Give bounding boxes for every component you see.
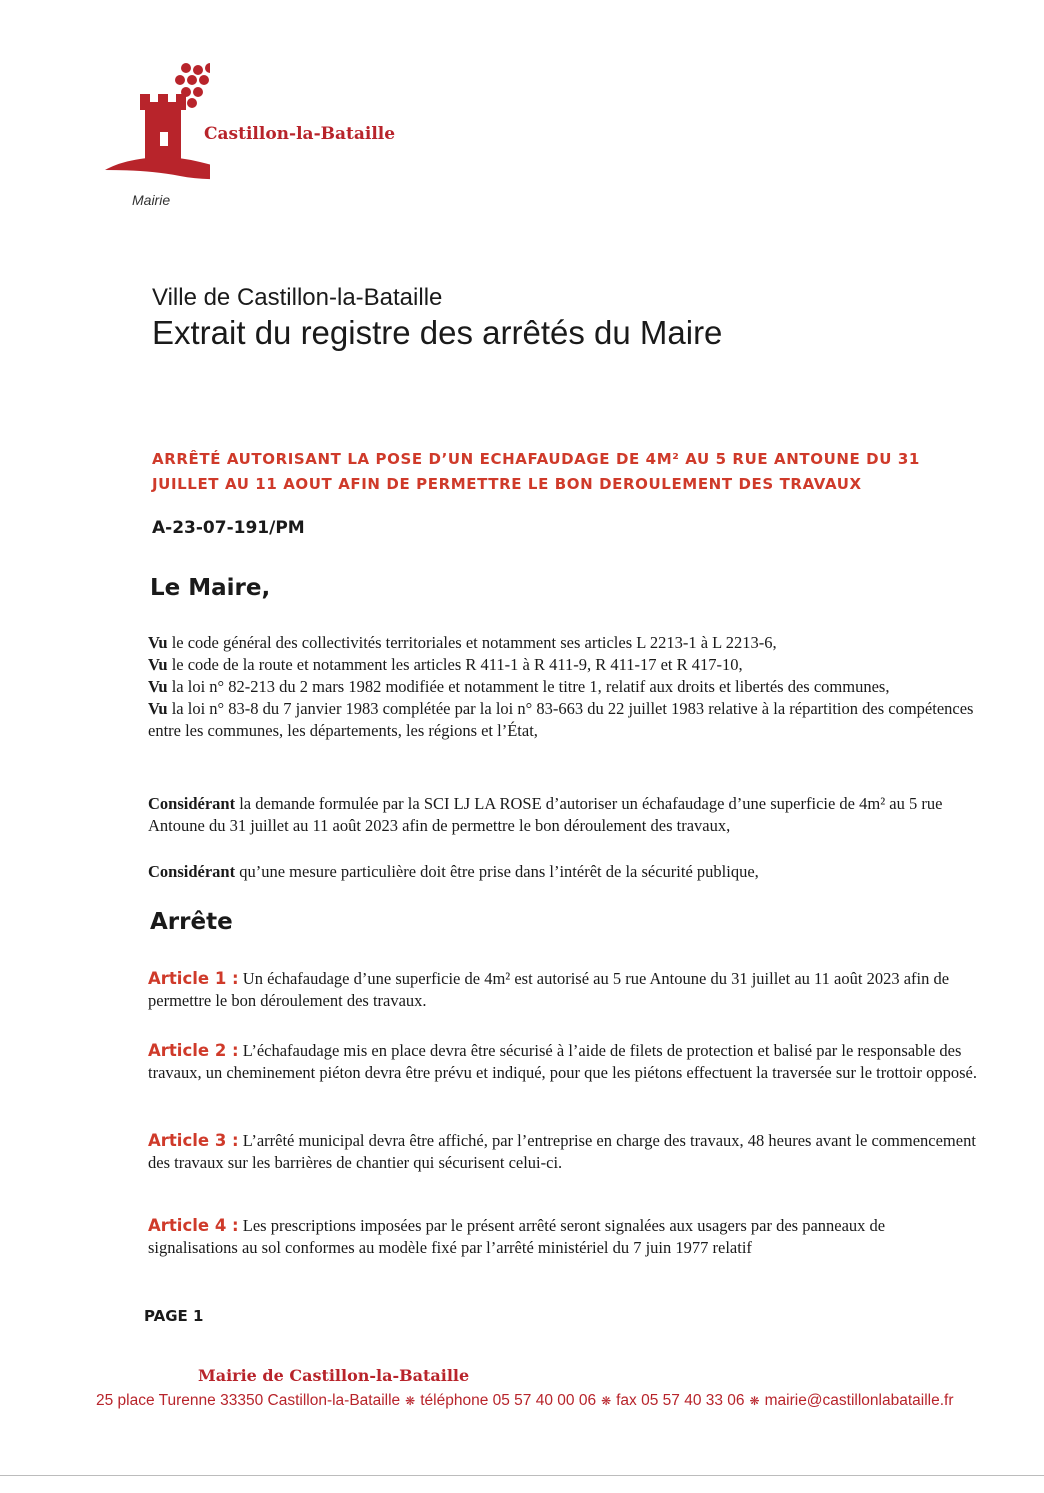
separator-icon: ❋ <box>601 1394 612 1408</box>
article-text: Un échafaudage d’une superficie de 4m² est autorisé au 5 rue Antoune du 31 juillet au 11 août 2023 afin de permettre le bon déroulement des travaux. <box>148 969 950 1010</box>
page-number: PAGE 1 <box>144 1307 204 1325</box>
article-text: L’arrêté municipal devra être affiché, par l’entreprise en charge des travaux, 48 heures avant le commencement des travaux sur les barrières de chantier qui sécurisent celui-ci. <box>148 1131 976 1172</box>
considerant-item: Considérant qu’une mesure particulière doit être prise dans l’intérêt de la sécurité publique, <box>148 862 759 881</box>
vu-item: Vu la loi n° 82-213 du 2 mars 1982 modifiée et notamment le titre 1, relatif aux droits et libertés des communes, <box>148 677 890 696</box>
le-maire-heading: Le Maire, <box>150 575 271 601</box>
footer-address: 25 place Turenne 33350 Castillon-la-Bataille <box>96 1392 401 1409</box>
article-label: Article 4 : <box>148 1216 239 1235</box>
arrete-title <box>152 447 982 497</box>
article-1 <box>148 968 978 1012</box>
footer-title: Mairie de Castillon-la-Bataille <box>198 1366 470 1385</box>
footer-fax: fax 05 57 40 33 06 <box>616 1392 745 1409</box>
article-label: Article 3 : <box>148 1131 239 1150</box>
mairie-logo <box>100 58 430 218</box>
article-text: Les prescriptions imposées par le présent arrêté seront signalées aux usagers par des panneaux de signalisations au sol conformes au modèle fixé par l’arrêté ministériel du 7 juin 1977 relatif <box>148 1216 886 1257</box>
article-label: Article 1 : <box>148 969 239 988</box>
footer-email[interactable]: mairie@castillonlabataille.fr <box>764 1392 954 1409</box>
arrete-reference: A-23-07-191/PM <box>152 518 305 538</box>
registre-heading: Extrait du registre des arrêtés du Maire <box>152 314 723 351</box>
arrete-title-line-1: ARRÊTÉ AUTORISANT LA POSE D’UN ECHAFAUDAGE DE 4M² AU 5 RUE ANTOUNE DU 31 <box>152 450 920 468</box>
logo-caption: Mairie <box>132 192 171 208</box>
footer-phone: téléphone 05 57 40 00 06 <box>420 1392 597 1409</box>
considerant-item: Considérant la demande formulée par la SCI LJ LA ROSE d’autoriser un échafaudage d’une superficie de 4m² au 5 rue Antoune du 31 juillet au 11 août 2023 afin de permettre le bon déroulement des travaux, <box>148 794 943 835</box>
separator-icon: ❋ <box>405 1394 416 1408</box>
separator-icon: ❋ <box>749 1394 760 1408</box>
page-bottom-rule <box>0 1475 1044 1476</box>
vu-item: Vu la loi n° 83-8 du 7 janvier 1983 complétée par la loi n° 83-663 du 22 juillet 1983 relative à la répartition des compétences entre les communes, les départements, les régions et l’État, <box>148 699 974 740</box>
vu-item: Vu le code général des collectivités territoriales et notamment ses articles L 2213-1 à L 2213-6, <box>148 633 777 652</box>
vu-item: Vu le code de la route et notamment les articles R 411-1 à R 411-9, R 411-17 et R 417-10, <box>148 655 743 674</box>
ville-heading: Ville de Castillon-la-Bataille <box>152 284 443 311</box>
article-label: Article 2 : <box>148 1041 239 1060</box>
logo-town-name: Castillon-la-Bataille <box>204 124 396 144</box>
article-4 <box>148 1215 978 1259</box>
article-text: L’échafaudage mis en place devra être sécurisé à l’aide de filets de protection et balisé par le responsable des travaux, un cheminement piéton devra être prévu et indiqué, pour que les piétons effectuent la traversée sur le trottoir opposé. <box>148 1041 977 1082</box>
article-3 <box>148 1130 978 1174</box>
arrete-heading: Arrête <box>150 909 233 935</box>
footer-contact <box>96 1392 996 1410</box>
article-2 <box>148 1040 978 1084</box>
arrete-title-line-2: JUILLET AU 11 AOUT AFIN DE PERMETTRE LE BON DEROULEMENT DES TRAVAUX <box>152 475 862 493</box>
vu-block <box>148 632 978 742</box>
